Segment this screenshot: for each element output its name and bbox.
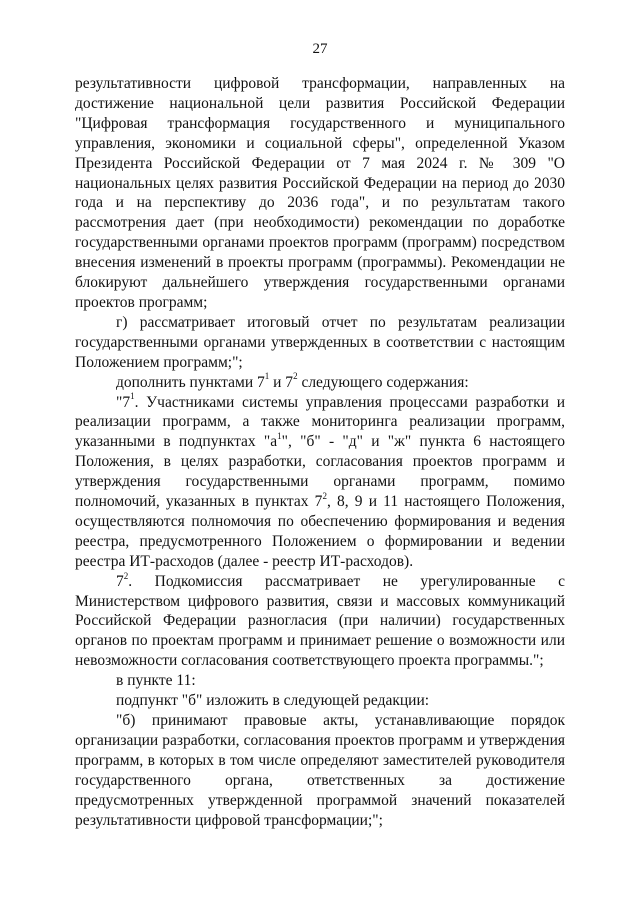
superscript: 1 [264, 371, 270, 382]
paragraph-text: . Участниками системы управления процессами разработки и реализации программ, а также мониторинга реализации программ, указанными в подпунктах "а [75, 393, 565, 451]
page-number: 27 [312, 41, 328, 57]
paragraph [75, 691, 565, 711]
paragraph-text: 7 [116, 572, 124, 590]
superscript: 1 [277, 431, 282, 442]
paragraph-text: и 7 [269, 373, 294, 391]
paragraph-text: ", "б" - "д" и "ж" пункта 6 настоящего Положения, в целях разработки, согласования проектов программ и утверждения государственными органами программ, помимо полномочий, указанных в пунктах 7 [75, 433, 566, 511]
paragraph [75, 671, 565, 691]
paragraph-text: , 8, 9 и 11 настоящего Положения, осуществляются полномочия по обеспечению формирования и ведения реестра, предусмотренного Положением о формировании и ведении реестра ИТ-расходов (далее - реестр ИТ-расходов). [75, 493, 565, 570]
paragraph-text: "7 [116, 393, 131, 411]
paragraph-text: подпункт "б" изложить в следующей редакции: [116, 692, 430, 710]
document-body [75, 74, 565, 830]
superscript: 2 [123, 570, 129, 581]
paragraph [75, 393, 565, 572]
superscript: 2 [322, 490, 327, 501]
paragraph [75, 572, 565, 672]
paragraph-text: дополнить пунктами 7 [116, 373, 265, 391]
paragraph [75, 74, 565, 313]
superscript: 2 [293, 371, 298, 382]
paragraph [75, 313, 565, 373]
paragraph [75, 373, 565, 393]
paragraph-text: . Подкомиссия рассматривает не урегулированные с Министерством цифрового развития, связи и массовых коммуникаций Российской Федерации разногласия (при наличии) государственных органов по проектам программ и принимает решение о возможности или невозможности согласования соответствующего проекта программы."; [75, 572, 565, 670]
paragraph [75, 711, 565, 830]
paragraph-text: результативности цифровой трансформации, направленных на достижение национальной цели развития Российской Федерации "Цифровая трансформация государственного и муниципального управления, экономики и социальной сферы", определенной Указом Президента Российской Федерации от 7 мая 2024 г. № 309 "О национальных целях развития Российской Федерации на период до 2030 года и на перспективу до 2036 года", и по результатам такого рассмотрения дает (при необходимости) рекомендации по доработке государственными органами проектов программ (программ) посредством внесения изменений в проекты программ (программы). Рекомендации не блокируют дальнейшего утверждения государственными органами проектов программ; [75, 75, 565, 311]
paragraph-text: в пункте 11: [116, 672, 196, 690]
superscript: 1 [130, 391, 135, 402]
paragraph-text: "б) принимают правовые акты, устанавливающие порядок организации разработки, согласования проектов программ и утверждения программ, в которых в том числе определяют заместителей руководителя государственного органа, ответственных за достижение предусмотренных утвержденной программой значений показателей результативности цифровой трансформации;"; [75, 712, 565, 829]
paragraph-text: следующего содержания: [297, 373, 469, 391]
paragraph-text: г) рассматривает итоговый отчет по результатам реализации государственными органами утвержденных в соответствии с настоящим Положением программ;"; [75, 313, 565, 371]
